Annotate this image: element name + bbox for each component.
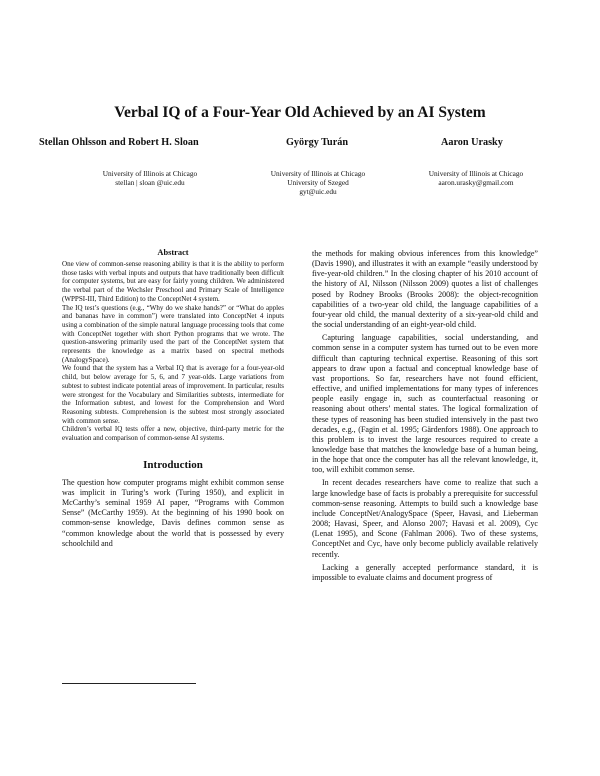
body-paragraph: Lacking a generally accepted performance standard, it is impossible to evaluate claims and document progress of [312,562,538,582]
affiliation-line: University of Illinois at Chicago [428,169,524,178]
body-paragraph: the methods for making obvious inferences from this knowledge” (Davis 1990), and illustrates it with an example “easily understood by five-year-old children.” In the closing chapter of his 2010 account of the history of AI, Nilsson (Nilsson 2009) quotes a list of challenges posed by Rodney Brooks (Brooks 2008): the object-recognition capabilities of a two-year old child, the language capabilities of a four-year old child, the manual dexterity of a six-year-old child and the social understanding of an eight-year-old child. [312,249,538,330]
paper-title: Verbal IQ of a Four-Year Old Achieved by an AI System [114,104,486,121]
author-group-2: György Turán [286,137,348,148]
introduction-heading: Introduction [143,458,203,471]
right-column [312,249,538,583]
author-group-3: Aaron Urasky [441,137,503,148]
body-paragraph: The question how computer programs might exhibit common sense was implicit in Turing’s work (Turing 1950), and explicit in McCarthy’s seminal 1959 AI paper, “Programs with Common Sense” (McCarthy 1959). At the beginning of his 1990 book on common-sense knowledge, Davis defines common sense as “common knowledge about the world that is possessed by every schoolchild and [62,477,284,548]
left-column [62,248,284,549]
author-email: stellan | sloan @uic.edu [115,178,185,188]
abstract-heading: Abstract [157,248,189,257]
affiliation-line: University of Illinois at Chicago [270,169,366,178]
body-paragraph: Capturing language capabilities, social understanding, and common sense in a computer system has turned out to be even more difficult than capturing technical expertise. Reasoning of this sort appears to draw upon a factual and conceptual knowledge base of vast proportions. So far, researchers have not found efficient, effective, and unified implementations for many types of inferences people easily engage in, such as counterfactual reasoning or reasoning about others’ mental states. The logical formalization of these types of reasoning has been studied intensively in the past two decades, e.g., (Fagin et al. 1995; Gärdenfors 1988). One approach to this problem is to invest the large resources required to create a knowledge base that matches the knowledge base of a human being, in the hope that once the computer has all the relevant knowledge, it, too, will exhibit common sense. [312,333,538,475]
author-group-1: Stellan Ohlsson and Robert H. Sloan [39,137,199,148]
affiliation-line: University of Szeged [287,178,349,188]
abstract-paragraph: Children’s verbal IQ tests offer a new, objective, third-party metric for the evaluation and comparison of common-sense AI systems. [62,425,284,443]
affiliation-group-1 [70,169,230,187]
body-paragraph: In recent decades researchers have come to realize that such a large knowledge base of facts is probably a prerequisite for successful common-sense reasoning. Attempts to build such a knowledge base include ConceptNet/AnalogySpace (Speer, Havasi, and Lieberman 2008; Havasi, Speer, and Alonso 2007; Havasi et al. 2009), Cyc (Lenat 1995), and Scone (Fahlman 2006). Two of these systems, ConceptNet and Cyc, have only become publicly available relatively recently. [312,478,538,559]
footnote-rule [62,683,196,684]
author-email: gyt@uic.edu [299,187,337,197]
abstract-paragraph: One view of common-sense reasoning ability is that it is the ability to perform those tasks with verbal inputs and outputs that have traditionally been difficult for computer systems, but are easy for fairly young children. We administered the verbal part of the Wechsler Preschool and Primary Scale of Intelligence (WPPSI-III, Third Edition) to the ConceptNet 4 system. [62,260,284,303]
author-names-row [0,137,600,151]
affiliation-line: University of Illinois at Chicago [102,169,198,178]
affiliation-group-2 [238,169,398,197]
abstract-paragraph: We found that the system has a Verbal IQ that is average for a four-year-old child, but below average for 5, 6, and 7 year-olds. Large variations from subtest to subtest indicate potential areas of improvement. In particular, results were strongest for the Vocabulary and Similarities subtests, intermediate for the Information subtest, and lowest for the Comprehension and Word Reasoning subtests. Comprehension is the subtest most strongly associated with common sense. [62,364,284,425]
author-email: aaron.urasky@gmail.com [438,178,514,188]
abstract-paragraph: The IQ test’s questions (e.g., “Why do we shake hands?” or “What do apples and bananas have in common”) were translated into ConceptNet 4 inputs using a combination of the simple natural language processing tools that come with ConceptNet together with short Python programs that we wrote. The question-answering primarily used the part of the ConceptNet system that represents the knowledge as a matrix based on spectral methods (AnalogySpace). [62,303,284,364]
affiliation-group-3 [396,169,556,187]
